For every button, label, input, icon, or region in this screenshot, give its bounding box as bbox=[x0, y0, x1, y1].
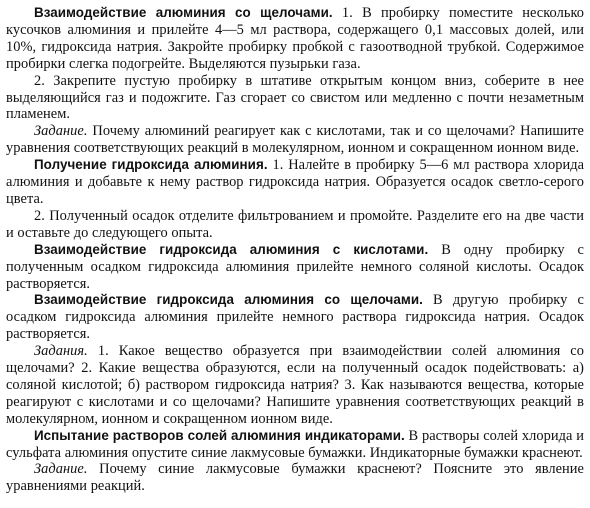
paragraph-gas-ignition bbox=[6, 73, 584, 124]
paragraph-text: Почему синие лакмусовые бумажки краснеют? Поясните это явление уравнениями реакций. bbox=[6, 461, 584, 495]
paragraph-alkali-reaction bbox=[6, 5, 584, 73]
section-heading: Взаимодействие алюминия со щелочами. bbox=[34, 5, 333, 20]
task-label: Задания. bbox=[34, 343, 88, 360]
paragraph-text: Почему алюминий реагирует как с кислотами, так и со щелочами? Напишите уравнения соответствующих реакций в молекулярном, ионном и сокращенном ионном виде. bbox=[6, 123, 584, 157]
paragraph-hydroxide-preparation bbox=[6, 157, 584, 208]
section-heading: Получение гидроксида алюминия. bbox=[34, 157, 268, 173]
task-label: Задание. bbox=[34, 461, 88, 478]
paragraph-text: 1. Налейте в пробирку 5—6 мл раствора хлорида алюминия и добавьте к нему раствор гидроксида натрия. Образуется осадок светло-серого цвета. bbox=[6, 157, 585, 207]
section-heading: Взаимодействие гидроксида алюминия с кислотами. bbox=[34, 241, 429, 257]
section-heading: Испытание растворов солей алюминия индикаторами. bbox=[34, 427, 405, 443]
paragraph-indicator-test bbox=[6, 428, 584, 462]
paragraph-filtering bbox=[6, 208, 584, 242]
paragraph-hydroxide-acids bbox=[6, 242, 584, 293]
paragraph-text: 2. Полученный осадок отделите фильтрованием и промойте. Разделите его на две части и оставьте до следующего опыта. bbox=[6, 207, 584, 241]
paragraph-text: В растворы солей хлорида и сульфата алюминия опустите синие лакмусовые бумажки. Индикаторные бумажки краснеют. bbox=[6, 427, 584, 461]
paragraph-text: 1. В пробирку поместите несколько кусочков алюминия и прилейте 4—5 мл раствора, содержащего 0,1 массовых долей, или 10%, гидроксида натрия. Закройте пробирку пробкой с газоотводной трубкой. Содержимое пробирки слегка подогрейте. Выделяются пузырьки газа. bbox=[6, 5, 585, 72]
paragraph-text: В другую пробирку с осадком гидроксида алюминия прилейте немного раствора гидроксида натрия. Осадок растворяется. bbox=[6, 292, 584, 343]
paragraph-task-1 bbox=[6, 123, 584, 157]
paragraph-task-3 bbox=[6, 461, 584, 495]
paragraph-hydroxide-alkalis bbox=[6, 292, 584, 343]
task-label: Задание. bbox=[34, 123, 88, 140]
paragraph-text: 2. Закрепите пустую пробирку в штативе открытым концом вниз, соберите в нее выделяющийся газ и подожгите. Газ сгорает со свистом или медленно с почти незаметным пламенем. bbox=[6, 72, 584, 123]
section-heading: Взаимодействие гидроксида алюминия со щелочами. bbox=[34, 292, 423, 308]
paragraph-text: В одну пробирку с полученным осадком гидроксида алюминия прилейте немного соляной кислоты. Осадок растворяется. bbox=[6, 241, 584, 292]
paragraph-text: 1. Какое вещество образуется при взаимодействии солей алюминия со щелочами? 2. Какие вещества образуются, если на полученный осадок подействовать: а) соляной кислотой; б) раствором гидроксида натрия? 3. Как называются вещества, которые реагируют с кислотами и со щелочами? Напишите уравнения соответствующих реакций в молекулярном, ионном и сокращенном ионном виде. bbox=[6, 343, 584, 427]
paragraph-tasks-2 bbox=[6, 343, 584, 428]
